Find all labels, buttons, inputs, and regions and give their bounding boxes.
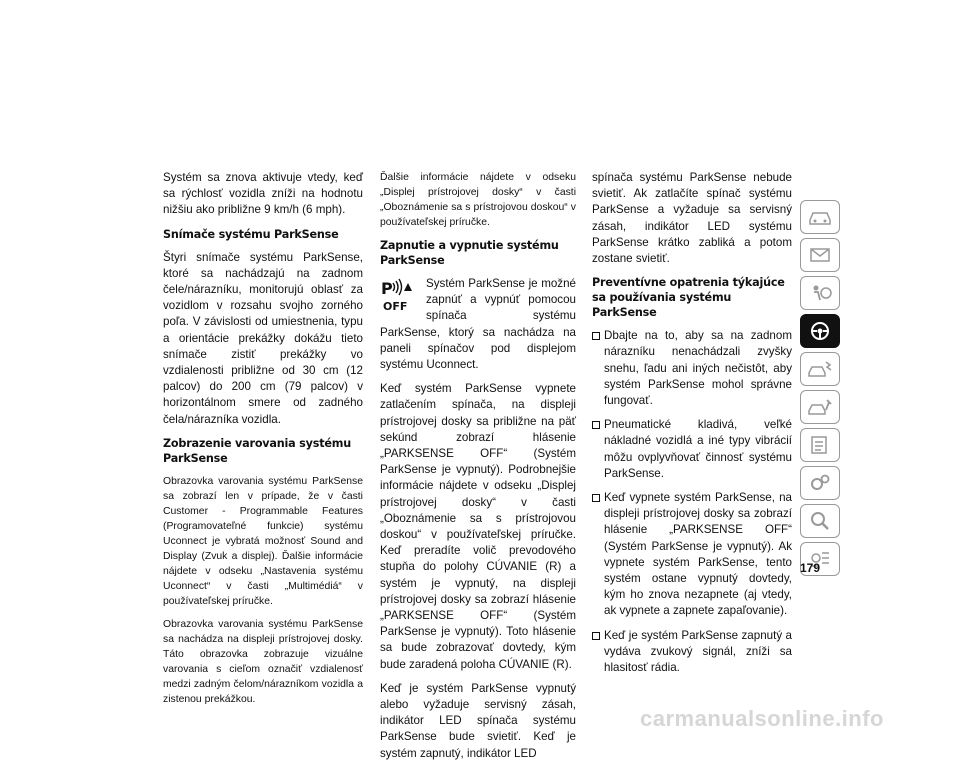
off-label: OFF <box>383 300 408 312</box>
sensor-switch-block <box>380 276 576 381</box>
precautions-list <box>592 328 792 676</box>
tab-steering-wheel[interactable] <box>800 314 840 348</box>
paragraph-parksense-off: Keď systém ParkSense vypnete zatlačením spínača, na displeji prístrojovej dosky sa približne na päť sekúnd zobrazí hlásenie „PARKSENSE OFF“ (Systém ParkSense je vypnutý). Podrobnejšie informácie nájdete v odseku „Displej prístrojovej dosky“ v časti „Oboznámenie sa s prístrojovou doskou“ v používateľskej príručke. Keď preradíte volič prevodového stupňa do polohy CÚVANIE (R) a systém je vypnutý, na displeji prístrojovej dosky sa zobrazí hlásenie „PARKSENSE OFF“ (Systém ParkSense je vypnutý). Toto hlásenie sa bude zobrazovať dovtedy, kým bude zaradená poloha CÚVANIE (R). <box>380 382 576 671</box>
list-item: Dbajte na to, aby sa na zadnom nárazníku nenachádzali zvyšky snehu, ľadu ani iných nečistôt, aby systém ParkSense mohol správne fungovať. <box>592 328 792 409</box>
column-1 <box>163 170 363 715</box>
paragraph-sensors: Štyri snímače systému ParkSense, ktoré sa nachádzajú na zadnom čele/nárazníku, monitorujú oblasť za vozidlom v rozsahu svojho zorného poľa. V závislosti od umiestnenia, typu a orientácie prekážky dokážu tieto snímače zistiť prekážky vo vzdialenosti približne od 30 cm (12 palcov) do 200 cm (79 palcov) v horizontálnom smere od zadného čela/nárazníka vozidla. <box>163 250 363 426</box>
tab-checklist[interactable] <box>800 428 840 462</box>
heading-sensors: Snímače systému ParkSense <box>163 227 339 241</box>
tab-car-crash[interactable] <box>800 352 840 386</box>
column-2 <box>380 170 576 770</box>
heading-precautions: Preventívne opatrenia týkajúce sa používania systému ParkSense <box>592 276 785 320</box>
steering-wheel-icon <box>806 320 834 342</box>
gears-icon <box>806 472 834 494</box>
car-front-icon <box>806 206 834 228</box>
heading-warning-display: Zobrazenie varovania systému ParkSense <box>163 436 351 465</box>
airbag-icon <box>806 282 834 304</box>
tab-car-front[interactable] <box>800 200 840 234</box>
square-bullet-icon <box>592 632 600 640</box>
square-bullet-icon <box>592 421 600 429</box>
paragraph-led-continued: spínača systému ParkSense nebude svietiť. Ak zatlačíte spínač systému ParkSense a vyžaduje sa servisný zásah, indikátor LED systému ParkSense krátko zabliká a potom zostane svietiť. <box>592 171 792 266</box>
paragraph-reactivation: Systém sa znova aktivuje vtedy, keď sa rýchlosť vozidla zníži na hodnotu nižšiu ako približne 9 km/h (6 mph). <box>163 171 363 217</box>
car-service-icon <box>806 396 834 418</box>
tab-car-service[interactable] <box>800 390 840 424</box>
list-item: Keď vypnete systém ParkSense, na displeji prístrojovej dosky sa zobrazí hlásenie „PARKSENSE OFF“ (Systém ParkSense je vypnutý). Ak vypnete systém ParkSense, tento systém ostane vypnutý dovtedy, kým ho znova nezapnete (aj vtedy, ak vypnete a zapnete zapaľovanie). <box>592 490 792 620</box>
heading-enable-disable: Zapnutie a vypnutie systému ParkSense <box>380 239 559 267</box>
paragraph-led: Keď je systém ParkSense vypnutý alebo vyžaduje servisný zásah, indikátor LED spínača systému ParkSense bude svietiť. Keď je systém zapnutý, indikátor LED <box>380 681 576 760</box>
column-3 <box>592 170 792 684</box>
tab-magnifier[interactable] <box>800 504 840 538</box>
list-item: Keď je systém ParkSense zapnutý a vydáva zvukový signál, zníži sa hlasitosť rádia. <box>592 628 792 677</box>
paragraph-warning-location: Obrazovka varovania systému ParkSense sa nachádza na displeji prístrojovej dosky. Táto obrazovka zobrazuje vizuálne varovania s cieľom označiť vzdialenosť medzi zadným čelom/nárazníkom vozidla a zistenou prekážkou. <box>163 618 363 705</box>
chapter-tabs <box>800 200 844 580</box>
watermark: carmanualsonline.info <box>640 706 884 731</box>
tab-envelope[interactable] <box>800 238 840 272</box>
paragraph-switch: Systém ParkSense je možné zapnúť a vypnúť pomocou spínača systému ParkSense, ktorý sa nachádza na paneli spínačov pod displejom systému Uconnect. <box>380 277 576 372</box>
envelope-icon <box>806 244 834 266</box>
page-number: 179 <box>800 561 821 575</box>
square-bullet-icon <box>592 494 600 502</box>
svg-text:P: P <box>381 279 393 298</box>
list-item: Pneumatické kladivá, veľké nákladné vozidlá a iné typy vibrácií môžu ovplyvňovať činnosť systému ParkSense. <box>592 417 792 482</box>
car-crash-icon <box>806 358 834 380</box>
tab-gears[interactable] <box>800 466 840 500</box>
magnifier-icon <box>806 510 834 532</box>
checklist-icon <box>806 434 834 456</box>
parksense-off-icon <box>380 278 416 312</box>
square-bullet-icon <box>592 332 600 340</box>
tab-airbag[interactable] <box>800 276 840 310</box>
paragraph-warning-display: Obrazovka varovania systému ParkSense sa zobrazí len v prípade, že v časti Customer - Programmable Features (Programovateľné funkcie) systému Uconnect je vybratá možnosť Sound and Display (Zvuk a displej). Ďalšie informácie nájdete v odseku „Nastavenia systému Uconnect“ v časti „Multimédiá“ v používateľskej príručke. <box>163 475 363 607</box>
paragraph-more-info: Ďalšie informácie nájdete v odseku „Displej prístrojovej dosky“ v časti „Oboznámenie sa s prístrojovou doskou“ v používateľskej príručke. <box>380 172 576 228</box>
